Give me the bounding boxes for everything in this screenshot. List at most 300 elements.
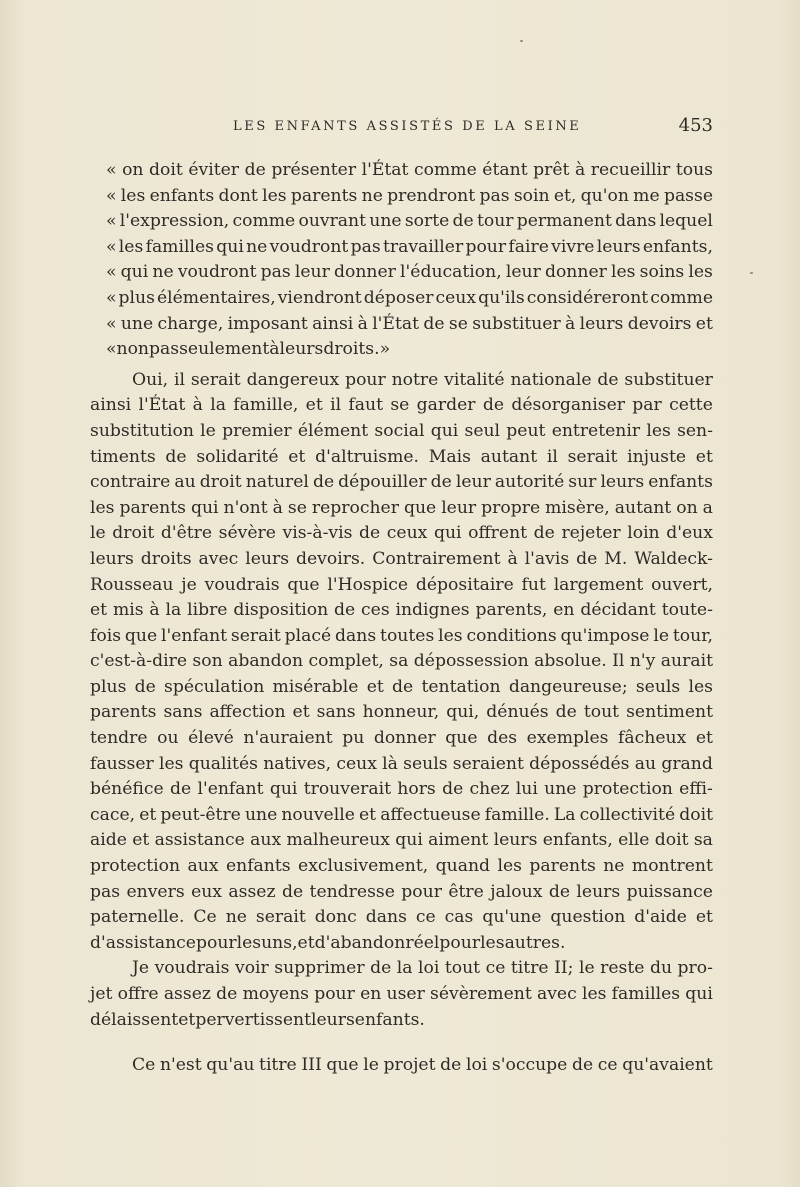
word: sans bbox=[316, 702, 356, 723]
word: dans bbox=[335, 625, 377, 646]
word: recueillir bbox=[590, 160, 671, 180]
word: garder bbox=[416, 395, 476, 416]
word: famille, bbox=[233, 395, 299, 416]
word: parents, bbox=[475, 600, 548, 621]
word: offrent bbox=[468, 523, 528, 544]
word: eux bbox=[191, 881, 222, 902]
word: voudront bbox=[177, 262, 257, 283]
word: ceux bbox=[435, 287, 477, 308]
word: seul bbox=[464, 420, 501, 441]
word: autres. bbox=[504, 932, 566, 953]
word: autorité bbox=[494, 472, 565, 493]
word: lui bbox=[515, 779, 538, 800]
word: l'expression, bbox=[119, 211, 230, 232]
word: « bbox=[106, 185, 117, 206]
word: disposition bbox=[233, 600, 329, 621]
word: cette bbox=[669, 395, 713, 416]
word: aide bbox=[90, 830, 127, 851]
word: fâcheux bbox=[618, 728, 687, 749]
quote-line bbox=[106, 286, 713, 312]
word: doit bbox=[654, 830, 689, 851]
word: les bbox=[688, 262, 713, 283]
word: III bbox=[301, 1055, 322, 1076]
word: élémentaires, bbox=[156, 287, 276, 308]
word: libre bbox=[187, 600, 228, 621]
word: ou bbox=[157, 728, 179, 749]
text-line bbox=[90, 726, 713, 752]
word: pour bbox=[465, 236, 507, 257]
word: qu'on bbox=[580, 185, 629, 206]
word: avec bbox=[198, 548, 239, 569]
word: les bbox=[236, 932, 262, 953]
word: une bbox=[120, 313, 154, 334]
word: de bbox=[216, 984, 238, 1004]
word: qu'avaient bbox=[622, 1055, 713, 1076]
word: à bbox=[575, 160, 586, 180]
word: d'eux bbox=[666, 523, 713, 544]
quote-line bbox=[106, 260, 713, 286]
word: sévèrement bbox=[430, 984, 532, 1004]
word: une bbox=[244, 804, 278, 825]
word: être bbox=[448, 881, 484, 902]
spacer bbox=[90, 1033, 713, 1053]
word: enfants bbox=[149, 185, 215, 206]
quotation-block bbox=[90, 158, 713, 363]
word: propre bbox=[481, 497, 541, 518]
word: on bbox=[122, 160, 144, 180]
word: qui bbox=[433, 523, 462, 544]
word: premier bbox=[222, 420, 292, 441]
word: sa bbox=[693, 830, 713, 851]
word: les bbox=[262, 185, 287, 206]
word: les bbox=[158, 753, 184, 774]
word: considéreront bbox=[526, 287, 649, 308]
word: Il bbox=[612, 651, 625, 672]
word: donner bbox=[373, 728, 436, 749]
word: enfants bbox=[225, 856, 291, 877]
word: ce bbox=[485, 958, 506, 979]
word: la bbox=[210, 395, 226, 416]
word: ceux bbox=[386, 523, 428, 544]
text-line bbox=[90, 956, 713, 982]
word: tendresse bbox=[309, 881, 395, 902]
word: et bbox=[90, 600, 108, 621]
text-line bbox=[90, 393, 713, 419]
word: lequel bbox=[659, 211, 713, 232]
word: le bbox=[363, 1055, 379, 1076]
word: peut bbox=[506, 420, 546, 441]
word: non bbox=[116, 339, 150, 360]
word: ouvert, bbox=[651, 574, 713, 595]
word: « bbox=[106, 160, 117, 180]
word: « bbox=[106, 236, 117, 257]
word: pro- bbox=[677, 958, 713, 979]
word: par bbox=[632, 395, 662, 416]
word: pas bbox=[149, 339, 180, 360]
word: il bbox=[546, 446, 558, 467]
word: et bbox=[288, 446, 306, 467]
word: de bbox=[359, 523, 381, 544]
word: de bbox=[134, 676, 156, 697]
word: dans bbox=[615, 211, 657, 232]
text-line bbox=[90, 445, 713, 471]
word: des bbox=[487, 728, 518, 749]
word: n'est bbox=[159, 1055, 202, 1076]
word: droits bbox=[140, 548, 192, 569]
word: de bbox=[533, 523, 555, 544]
word: » bbox=[379, 339, 391, 360]
word: et bbox=[695, 313, 713, 334]
word: naturel bbox=[245, 472, 309, 493]
word: pour bbox=[314, 984, 355, 1004]
word: titre bbox=[259, 1055, 297, 1076]
word: serait bbox=[190, 369, 241, 390]
word: aux bbox=[187, 856, 219, 877]
word: se bbox=[287, 497, 307, 518]
quote-line bbox=[106, 337, 713, 363]
word: ces bbox=[361, 600, 390, 621]
word: autant bbox=[480, 446, 538, 467]
word: présenter bbox=[271, 160, 357, 180]
word: enfants bbox=[648, 472, 713, 493]
word: tous bbox=[675, 160, 713, 180]
word: familles bbox=[611, 984, 681, 1004]
word: leurs bbox=[245, 548, 290, 569]
word: n'ont bbox=[223, 497, 268, 518]
word: et bbox=[178, 1009, 196, 1030]
word: de bbox=[440, 1055, 462, 1076]
word: complet, bbox=[308, 651, 384, 672]
word: comme bbox=[650, 287, 713, 308]
word: loi bbox=[418, 958, 440, 979]
word: tentation bbox=[421, 676, 501, 697]
word: pas bbox=[260, 262, 291, 283]
word: de bbox=[165, 446, 187, 467]
word: jet bbox=[90, 984, 113, 1004]
word: elle bbox=[618, 830, 650, 851]
word: parents bbox=[119, 497, 186, 518]
text-line bbox=[90, 777, 713, 803]
word: La bbox=[553, 804, 576, 825]
word: Ce bbox=[132, 1055, 156, 1076]
word: que bbox=[403, 497, 437, 518]
word: d'assistance bbox=[90, 932, 196, 953]
word: a bbox=[702, 497, 713, 518]
word: la bbox=[396, 958, 413, 979]
word: et bbox=[359, 804, 377, 825]
word: à bbox=[357, 313, 368, 334]
word: leurs bbox=[279, 339, 324, 360]
word: et bbox=[695, 907, 713, 928]
word: abandon bbox=[228, 651, 304, 672]
word: pour bbox=[345, 369, 386, 390]
word: exemples bbox=[526, 728, 609, 749]
word: de bbox=[333, 600, 356, 621]
page-header bbox=[90, 117, 713, 139]
word: dénués bbox=[486, 702, 549, 723]
word: user bbox=[386, 984, 425, 1004]
quote-line bbox=[106, 209, 713, 235]
word: au bbox=[174, 472, 196, 493]
text-line bbox=[90, 368, 713, 394]
word: aux bbox=[250, 830, 282, 851]
word: qui bbox=[430, 420, 459, 441]
word: honneur, bbox=[362, 702, 440, 723]
word: montrent bbox=[631, 856, 713, 877]
word: le bbox=[653, 625, 670, 646]
word: que bbox=[445, 728, 478, 749]
word: qualités bbox=[188, 753, 258, 774]
word: substituer bbox=[472, 313, 561, 334]
word: d'aide bbox=[634, 907, 687, 928]
word: fausser bbox=[90, 753, 154, 774]
word: l'éducation, bbox=[400, 262, 502, 283]
word: à bbox=[192, 395, 203, 416]
word: on bbox=[676, 497, 698, 518]
word: au bbox=[634, 753, 657, 774]
word: sen- bbox=[677, 420, 713, 441]
page-number: 453 bbox=[678, 115, 713, 136]
word: le bbox=[578, 958, 595, 979]
word: misère, bbox=[545, 497, 610, 518]
word: dépouiller bbox=[338, 472, 427, 493]
word: reste bbox=[600, 958, 645, 979]
word: bénéfice bbox=[90, 779, 164, 800]
word: dangeureuse; bbox=[508, 676, 628, 697]
word: peut-être bbox=[160, 804, 241, 825]
word: titre bbox=[510, 958, 549, 979]
word: leur bbox=[294, 262, 330, 283]
word: timents bbox=[90, 446, 156, 467]
word: seraient bbox=[452, 753, 524, 774]
word: de bbox=[548, 881, 570, 902]
word: désorganiser bbox=[511, 395, 625, 416]
word: cas bbox=[444, 907, 474, 928]
word: II; bbox=[554, 958, 574, 979]
word: soins bbox=[639, 262, 685, 283]
word: M. bbox=[604, 548, 628, 569]
word: grand bbox=[661, 753, 713, 774]
word: reprocher bbox=[311, 497, 399, 518]
word: spéculation bbox=[164, 676, 265, 697]
word: qu'une bbox=[482, 907, 542, 928]
word: de bbox=[169, 779, 192, 800]
word: jaloux bbox=[490, 881, 543, 902]
word: à bbox=[269, 339, 280, 360]
text-line bbox=[90, 470, 713, 496]
text-line bbox=[90, 573, 713, 599]
word: une bbox=[544, 779, 577, 800]
word: qu'ils bbox=[478, 287, 525, 308]
word: délaissent bbox=[90, 1009, 179, 1030]
word: projet bbox=[383, 1055, 436, 1076]
word: et, bbox=[553, 185, 577, 206]
running-head: LES ENFANTS ASSISTÉS DE LA SEINE bbox=[233, 119, 582, 134]
word: dont bbox=[218, 185, 258, 206]
word: et bbox=[305, 395, 323, 416]
word: plus bbox=[118, 287, 155, 308]
word: étant bbox=[482, 160, 528, 180]
word: exclusivement, bbox=[298, 856, 429, 877]
word: d'abandon bbox=[314, 932, 406, 953]
word: vivre bbox=[551, 236, 595, 257]
text-line bbox=[90, 419, 713, 445]
word: la bbox=[165, 600, 182, 621]
word: leur bbox=[441, 497, 477, 518]
text-line bbox=[90, 982, 713, 1008]
word: voudrais bbox=[154, 958, 230, 979]
word: Ce bbox=[193, 907, 217, 928]
word: dépossédés bbox=[529, 753, 630, 774]
text-line bbox=[90, 803, 713, 829]
text-line bbox=[90, 752, 713, 778]
word: comme bbox=[232, 211, 296, 232]
word: l'État bbox=[138, 395, 186, 416]
word: Waldeck- bbox=[634, 548, 713, 569]
word: de bbox=[392, 676, 414, 697]
word: chez bbox=[469, 779, 510, 800]
word: de bbox=[597, 369, 619, 390]
quote-line bbox=[106, 312, 713, 338]
word: aiment bbox=[428, 830, 489, 851]
word: de bbox=[370, 958, 392, 979]
word: pas bbox=[350, 236, 381, 257]
word: toutes bbox=[380, 625, 435, 646]
word: question bbox=[550, 907, 626, 928]
word: famille. bbox=[484, 804, 550, 825]
word: fut bbox=[521, 574, 546, 595]
word: et bbox=[292, 702, 310, 723]
word: mis bbox=[112, 600, 144, 621]
word: les bbox=[688, 676, 713, 697]
word: fois bbox=[90, 625, 122, 646]
word: tout bbox=[583, 702, 620, 723]
word: ne bbox=[152, 262, 174, 283]
word: parents bbox=[90, 702, 157, 723]
text-line bbox=[90, 521, 713, 547]
word: envers bbox=[126, 881, 185, 902]
word: Contrairement bbox=[372, 548, 501, 569]
word: les bbox=[90, 497, 115, 518]
word: il bbox=[330, 395, 342, 416]
word: paternelle. bbox=[90, 907, 185, 928]
word: et bbox=[366, 676, 384, 697]
word: protection bbox=[582, 779, 673, 800]
word: son bbox=[192, 651, 223, 672]
word: élément bbox=[297, 420, 369, 441]
word: prêt bbox=[533, 160, 570, 180]
paragraph-1 bbox=[90, 368, 713, 957]
word: protection bbox=[90, 856, 181, 877]
word: je bbox=[181, 574, 197, 595]
word: dangereux bbox=[246, 369, 340, 390]
word: comme bbox=[414, 160, 477, 180]
word: sa bbox=[389, 651, 409, 672]
word: dépositaire bbox=[415, 574, 514, 595]
word: les bbox=[118, 236, 144, 257]
word: en bbox=[553, 600, 575, 621]
word: pour bbox=[439, 932, 481, 953]
word: largement bbox=[553, 574, 644, 595]
word: décidant bbox=[580, 600, 656, 621]
word: les bbox=[581, 984, 607, 1004]
word: l'enfant bbox=[161, 625, 228, 646]
quote-line bbox=[106, 184, 713, 210]
word: loin bbox=[627, 523, 660, 544]
word: en bbox=[360, 984, 382, 1004]
word: autant bbox=[614, 497, 672, 518]
word: enfants, bbox=[642, 236, 713, 257]
word: une bbox=[369, 211, 402, 232]
word: passe bbox=[663, 185, 713, 206]
word: « bbox=[106, 262, 117, 283]
word: nouvelle bbox=[281, 804, 355, 825]
word: se bbox=[390, 395, 410, 416]
word: ne bbox=[246, 236, 268, 257]
text-line bbox=[90, 598, 713, 624]
word: les bbox=[480, 932, 505, 953]
text-line bbox=[90, 547, 713, 573]
word: me bbox=[633, 185, 660, 206]
word: ouvrant bbox=[298, 211, 367, 232]
word: « bbox=[106, 339, 117, 360]
word: sévère bbox=[218, 523, 276, 544]
quote-line bbox=[106, 235, 713, 261]
word: malheureux bbox=[286, 830, 390, 851]
word: effi- bbox=[679, 779, 713, 800]
word: Rousseau bbox=[90, 574, 174, 595]
word: leurs bbox=[596, 236, 641, 257]
word: de bbox=[244, 160, 266, 180]
word: cace, bbox=[90, 804, 136, 825]
word: à bbox=[272, 497, 283, 518]
text-line bbox=[90, 649, 713, 675]
word: le bbox=[90, 523, 106, 544]
word: sorte bbox=[404, 211, 450, 232]
word: enfants. bbox=[354, 1009, 425, 1030]
word: de bbox=[571, 1055, 594, 1076]
word: d'être bbox=[160, 523, 213, 544]
word: tour, bbox=[672, 625, 713, 646]
word: viendront bbox=[277, 287, 362, 308]
word: qu'impose bbox=[560, 625, 650, 646]
word: et bbox=[297, 932, 315, 953]
text-line bbox=[90, 496, 713, 522]
word: ainsi bbox=[312, 313, 354, 334]
word: Mais bbox=[428, 446, 471, 467]
word: c'est-à-dire bbox=[90, 651, 187, 672]
word: hors bbox=[397, 779, 436, 800]
word: notre bbox=[391, 369, 439, 390]
word: seulement bbox=[179, 339, 270, 360]
word: tout bbox=[444, 958, 481, 979]
word: voir bbox=[234, 958, 269, 979]
word: leur bbox=[505, 262, 541, 283]
word: que bbox=[287, 574, 320, 595]
word: travailler bbox=[382, 236, 464, 257]
text-line bbox=[90, 931, 713, 957]
word: les bbox=[611, 262, 636, 283]
word: pas bbox=[90, 881, 121, 902]
word: charge, bbox=[157, 313, 224, 334]
word: serait bbox=[255, 907, 306, 928]
word: et bbox=[695, 728, 713, 749]
word: uns, bbox=[261, 932, 298, 953]
word: parents bbox=[290, 185, 358, 206]
word: l'État bbox=[372, 313, 420, 334]
word: et bbox=[139, 804, 157, 825]
word: à bbox=[507, 548, 518, 569]
